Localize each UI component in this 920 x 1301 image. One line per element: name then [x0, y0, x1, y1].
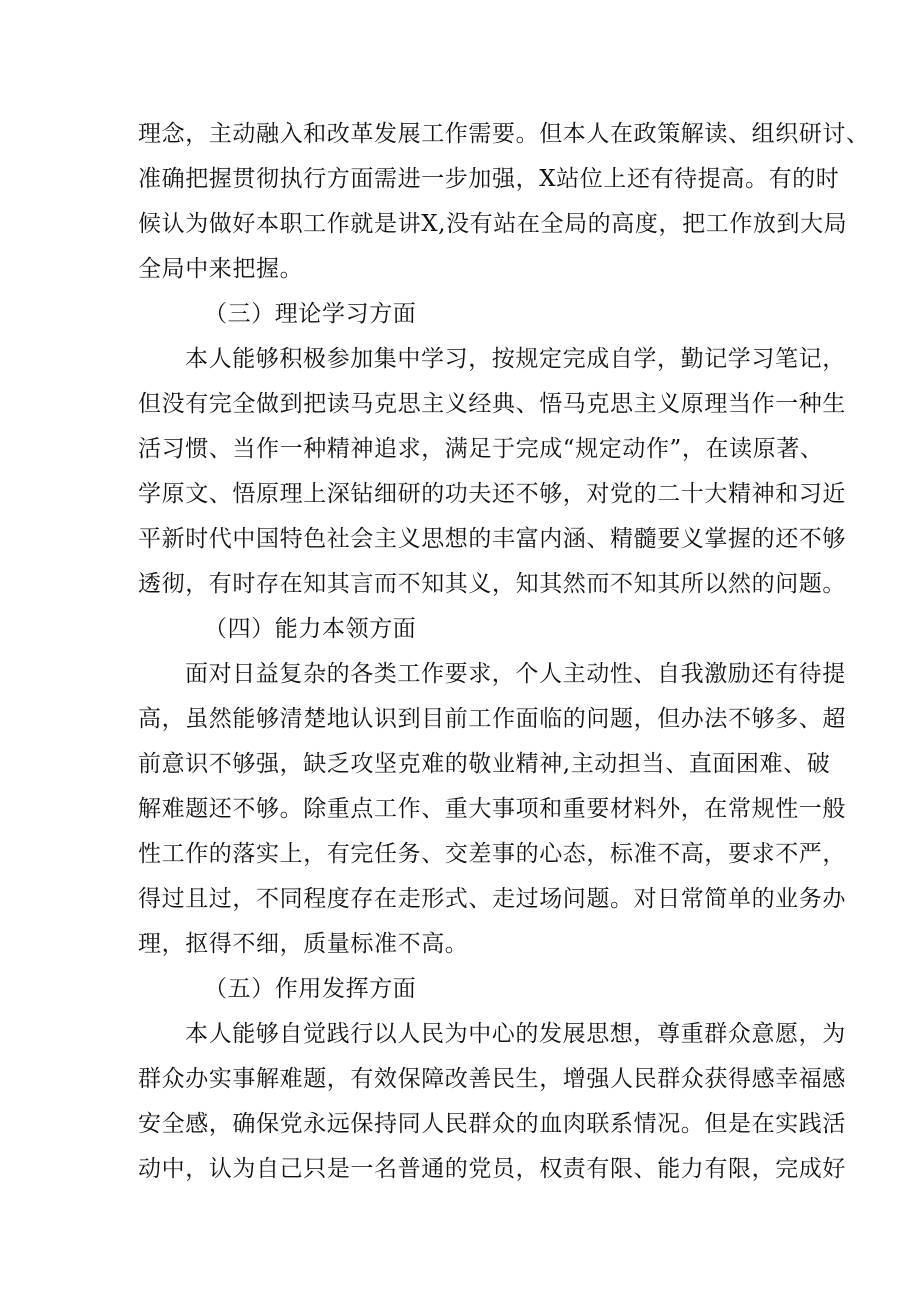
body-text-line: 得过且过，不同程度存在走形式、走过场问题。对日常简单的业务办 [138, 886, 846, 912]
body-text-line: 面对日益复杂的各类工作要求，个人主动性、自我激励还有待提 [185, 661, 846, 687]
body-text-line: 透彻，有时存在知其言而不知其义，知其然而不知其所以然的问题。 [138, 571, 846, 597]
body-text-line: 群众办实事解难题，有效保障改善民生，增强人民群众获得感幸福感 [138, 1066, 846, 1092]
body-text-line: 安全感，确保党永远保持同人民群众的血肉联系情况。但是在实践活 [138, 1111, 846, 1137]
body-text-line: 全局中来把握。 [138, 256, 304, 282]
section-heading-role: （五）作用发挥方面 [204, 976, 417, 1002]
body-text-line: 解难题还不够。除重点工作、重大事项和重要材料外，在常规性一般 [138, 796, 846, 822]
body-text-line: 本人能够自觉践行以人民为中心的发展思想，尊重群众意愿，为 [185, 1021, 846, 1047]
body-text-line: 性工作的落实上，有完任务、交差事的心态，标准不高，要求不严， [138, 841, 846, 867]
body-text-line: 理，抠得不细，质量标准不高。 [138, 931, 469, 957]
body-text-line: 高，虽然能够清楚地认识到目前工作面临的问题，但办法不够多、超 [138, 706, 846, 732]
body-text-line: 动中，认为自己只是一名普通的党员，权责有限、能力有限，完成好 [138, 1156, 846, 1182]
body-text-line: 候认为做好本职工作就是讲X,没有站在全局的高度，把工作放到大局 [138, 211, 848, 237]
body-text-line: 理念，主动融入和改革发展工作需要。但本人在政策解读、组织研讨、 [138, 121, 870, 147]
body-text-line: 本人能够积极参加集中学习，按规定完成自学，勤记学习笔记， [185, 346, 846, 372]
body-text-line: 前意识不够强，缺乏攻坚克难的敬业精神,主动担当、直面困难、破 [138, 751, 831, 777]
section-heading-theory-study: （三）理论学习方面 [204, 301, 417, 327]
section-heading-ability: （四）能力本领方面 [204, 616, 417, 642]
body-text-line: 活习惯、当作一种精神追求，满足于完成“规定动作”，在读原著、 [138, 436, 824, 462]
body-text-line: 但没有完全做到把读马克思主义经典、悟马克思主义原理当作一种生 [138, 391, 846, 417]
body-text-line: 学原文、悟原理上深钻细研的功夫还不够，对党的二十大精神和习近 [138, 481, 846, 507]
body-text-line: 准确把握贯彻执行方面需进一步加强，X站位上还有待提高。有的时 [138, 166, 840, 192]
body-text-line: 平新时代中国特色社会主义思想的丰富内涵、精髓要义掌握的还不够 [138, 526, 846, 552]
